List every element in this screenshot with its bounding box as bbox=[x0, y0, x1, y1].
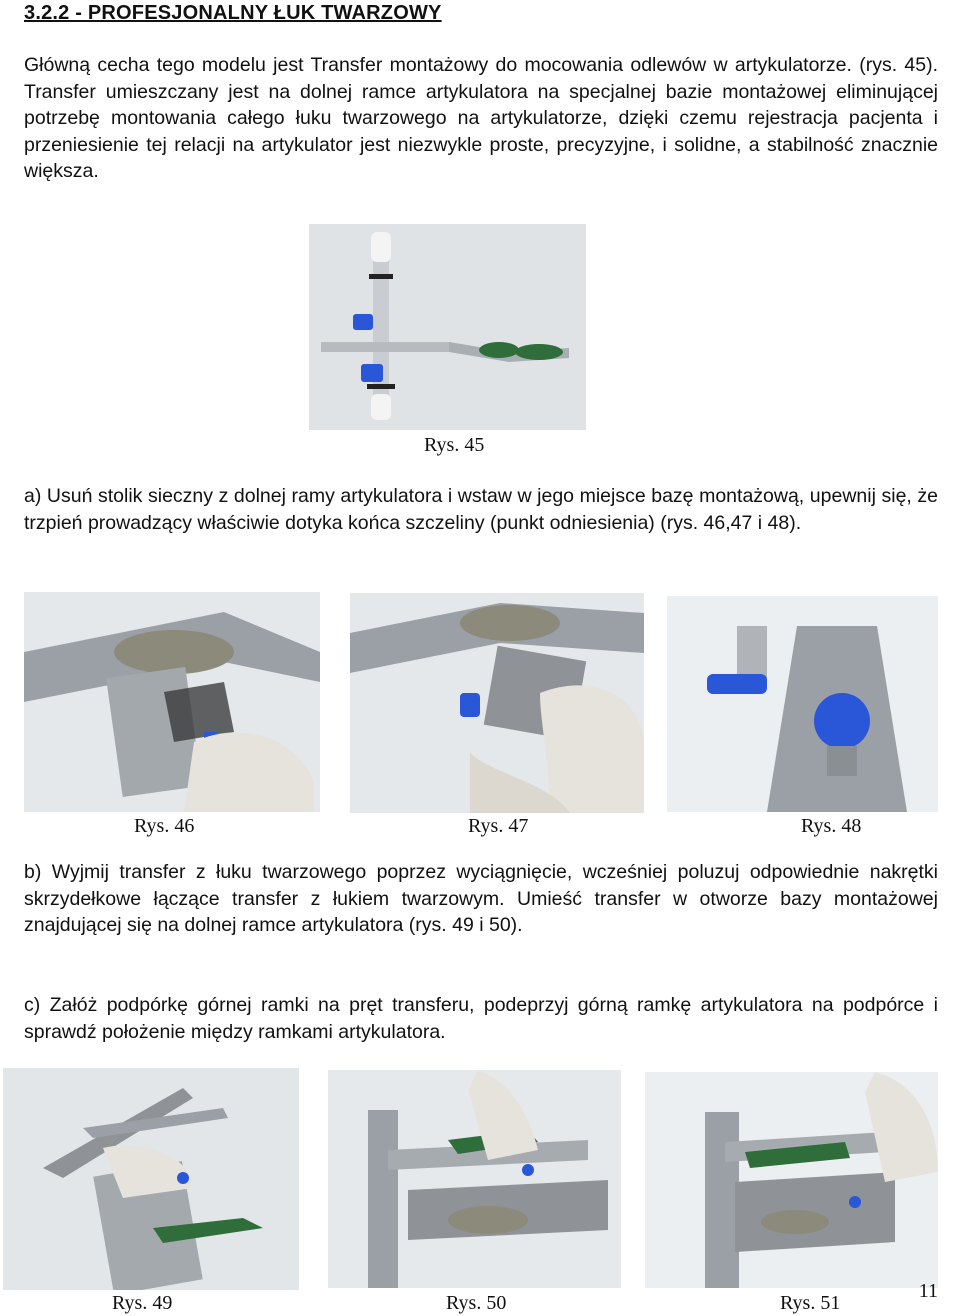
figure-48-caption: Rys. 48 bbox=[801, 815, 862, 837]
step-c-paragraph: c) Załóż podpórkę górnej ramki na pręt transferu, podeprzyj górną ramkę artykulatora na podpórce i sprawdź położenie między ramkami artykulatora. bbox=[24, 994, 938, 1043]
figure-48-photo bbox=[667, 596, 938, 812]
section-heading: 3.2.2 - PROFESJONALNY ŁUK TWARZOWY bbox=[24, 2, 442, 24]
figure-46-caption: Rys. 46 bbox=[134, 815, 195, 837]
intro-paragraph: Główną cecha tego modelu jest Transfer montażowy do mocowania odlewów w artykulatorze. (rys. 45). Transfer umieszczany jest na dolnej ramce artykulatora na specjalnej bazie montażowej eliminującej potrzebę montowania całego łuku twarzowego na artykulatorze, dzięki czemu rejestracja pacjenta i przeniesienie tej relacji na artykulator jest niezwykle proste, precyzyjne, i solidne, a stabilność znacznie większa. bbox=[24, 54, 938, 182]
step-a-paragraph: a) Usuń stolik sieczny z dolnej ramy artykulatora i wstaw w jego miejsce bazę montażową, upewnij się, że trzpień prowadzący właściwie dotyka końca szczeliny (punkt odniesienia) (rys. 46,47 i 48). bbox=[24, 485, 938, 534]
figure-49-caption: Rys. 49 bbox=[112, 1292, 173, 1314]
figure-49-photo bbox=[3, 1068, 299, 1290]
page-number: 11 bbox=[918, 1280, 938, 1302]
figure-51-caption: Rys. 51 bbox=[780, 1292, 841, 1314]
figure-51-photo bbox=[645, 1072, 938, 1288]
figure-45-caption: Rys. 45 bbox=[424, 434, 485, 456]
figure-47-photo bbox=[350, 593, 644, 813]
figure-50-caption: Rys. 50 bbox=[446, 1292, 507, 1314]
step-b-paragraph: b) Wyjmij transfer z łuku twarzowego poprzez wyciągnięcie, wcześniej poluzuj odpowiednie nakrętki skrzydełkowe łączące transfer z łukiem twarzowym. Umieść transfer w otworze bazy montażowej znajdującej się na dolnej ramce artykulatora (rys. 49 i 50). bbox=[24, 861, 938, 936]
figure-45-photo bbox=[309, 224, 586, 430]
figure-47-caption: Rys. 47 bbox=[468, 815, 529, 837]
figure-46-photo bbox=[24, 592, 320, 812]
figure-50-photo bbox=[328, 1070, 621, 1288]
